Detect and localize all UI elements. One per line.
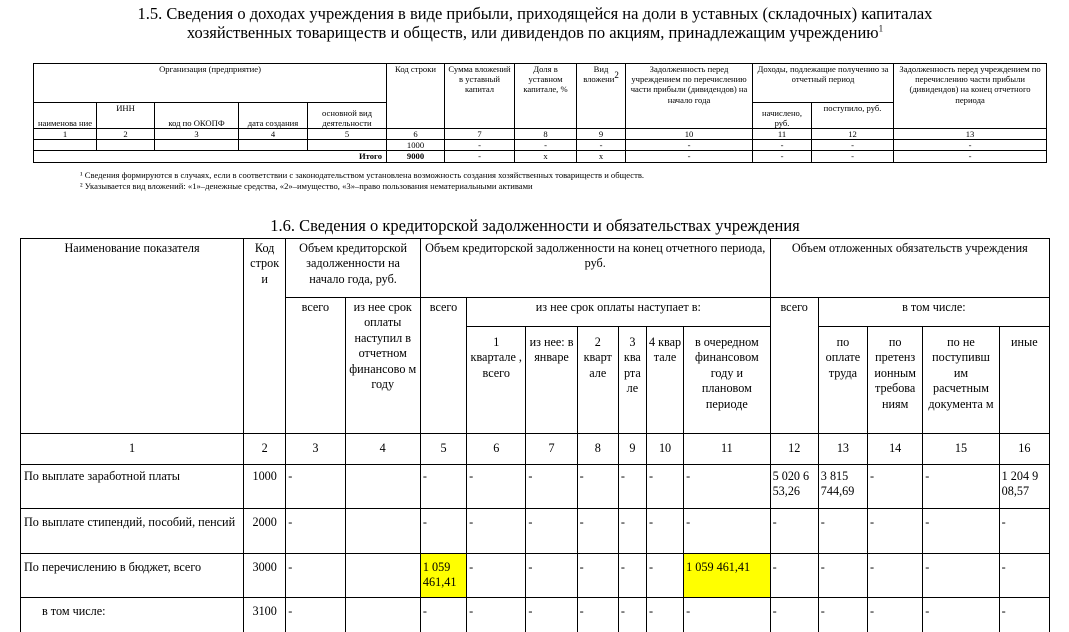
total-label: Итого [34, 151, 387, 162]
cell: - [618, 554, 646, 598]
cell: - [618, 465, 646, 509]
row-name: По перечислению в бюджет, всего [21, 554, 244, 598]
q2-header: 2 кварт але [577, 327, 618, 434]
footnote-1: ¹ Сведения формируются в случаях, если в соответствии с законодательством установлена возможность создания хозяйственных товариществ и обществ. [80, 170, 645, 180]
start-header: Объем кредиторской задолженности на начало года, руб. [286, 239, 421, 298]
cell [345, 598, 420, 632]
col-number: 12 [812, 129, 894, 140]
table-row [21, 465, 1050, 509]
cell: - [770, 509, 818, 554]
cell-kind: - [577, 140, 626, 151]
cell: - [868, 509, 923, 554]
col-number: 8 [577, 434, 618, 465]
cell: - [467, 598, 526, 632]
end-total-header: всего [420, 298, 466, 434]
row-name: По выплате заработной платы [21, 465, 244, 509]
org-header: Организация (предприятие) [34, 64, 387, 103]
col-number: 2 [97, 129, 155, 140]
cell: 5 020 6 53,26 [770, 465, 818, 509]
col-number: 7 [445, 129, 515, 140]
col-number: 7 [526, 434, 577, 465]
col-number: 4 [345, 434, 420, 465]
col-number: 11 [753, 129, 812, 140]
col-number: 15 [923, 434, 999, 465]
total-row [34, 151, 1047, 162]
cell: - [923, 554, 999, 598]
col-number: 13 [818, 434, 867, 465]
cell-sum: - [445, 140, 515, 151]
cell: - [467, 554, 526, 598]
cell: - [526, 465, 577, 509]
cell: - [923, 465, 999, 509]
code-header: Код строки [387, 64, 445, 129]
end-header: Объем кредиторской задолженности на конец отчетного периода, руб. [420, 239, 770, 298]
section-1-5-title-line1: 1.5. Сведения о доходах учреждения в виде прибыли, приходящейся на доли в уставных (складочных) капиталах [137, 4, 933, 23]
section-1-5-title [20, 4, 1050, 42]
col-number: 13 [894, 129, 1047, 140]
cell: - [286, 465, 345, 509]
col-number: 1 [21, 434, 244, 465]
cell: - [868, 554, 923, 598]
cell: - [618, 598, 646, 632]
cell: - [684, 509, 770, 554]
footnote-2: ² Указывается вид вложений: «1»–денежные средства, «2»–имущество, «3»–право пользования нематериальными активами [80, 181, 533, 191]
column-numbers-row [34, 129, 1047, 140]
start-overdue-header: из нее срок оплаты наступил в отчетном финансово м году [345, 298, 420, 434]
cell-debt-end: - [894, 140, 1047, 151]
col-number: 3 [155, 129, 239, 140]
header-row-1 [21, 239, 1050, 298]
okopf-header: код по ОКОПФ [155, 103, 239, 129]
row-name: в том числе: [21, 598, 244, 632]
code-header: Код строк и [244, 239, 286, 434]
col-number: 8 [515, 129, 577, 140]
col-number: 5 [308, 129, 387, 140]
deferred-header: Объем отложенных обязательств учреждения [770, 239, 1049, 298]
cell: - [467, 509, 526, 554]
cell: - [770, 598, 818, 632]
sum-header: Сумма вложений в уставный капитал [445, 64, 515, 129]
activity-header: основной вид деятельности [308, 103, 387, 129]
col-number: 3 [286, 434, 345, 465]
cell-debt-start: - [626, 140, 753, 151]
col-number: 1 [34, 129, 97, 140]
table-row [21, 554, 1050, 598]
cell-share: - [515, 140, 577, 151]
total-sum: - [445, 151, 515, 162]
deferred-total-header: всего [770, 298, 818, 434]
cell: - [999, 598, 1049, 632]
cell: 1 204 9 08,57 [999, 465, 1049, 509]
name-header: наименова ние [34, 103, 97, 129]
total-debt-end: - [894, 151, 1047, 162]
row-code: 3100 [244, 598, 286, 632]
cell: - [646, 598, 683, 632]
cell: - [526, 509, 577, 554]
section-1-5-title-line2: хозяйственных товариществ и обществ, или дивидендов по акциям, принадлежащим учреждению [186, 23, 879, 42]
payables-table [20, 238, 1050, 632]
cell: - [420, 598, 466, 632]
indicator-header: Наименование показателя [21, 239, 244, 434]
cell [345, 509, 420, 554]
cell-accrued: - [753, 140, 812, 151]
cell: - [286, 554, 345, 598]
table-row [34, 140, 1047, 151]
claims-header: по претенз ионным требова ниям [868, 327, 923, 434]
total-kind: x [577, 151, 626, 162]
cell-received: - [812, 140, 894, 151]
section-1-6-title: 1.6. Сведения о кредиторской задолженности и обязательствах учреждения [270, 216, 800, 235]
cell: - [999, 509, 1049, 554]
cell: - [868, 598, 923, 632]
cell: - [818, 509, 867, 554]
total-share: x [515, 151, 577, 162]
cell: - [618, 509, 646, 554]
cell: - [770, 554, 818, 598]
cell: - [467, 465, 526, 509]
col-number: 2 [244, 434, 286, 465]
cell: - [646, 509, 683, 554]
accrued-header: начислено, руб. [753, 103, 812, 129]
kind-header: Вид вложени2 [577, 64, 626, 129]
q1-header: 1 квартале , всего [467, 327, 526, 434]
total-code: 9000 [387, 151, 445, 162]
table-row [21, 509, 1050, 554]
cell: - [577, 554, 618, 598]
footnote-ref-1: 1 [878, 23, 884, 34]
cell: - [526, 598, 577, 632]
share-header: Доля в уставном капитале, % [515, 64, 577, 129]
cell: - [684, 465, 770, 509]
incl-header: в том числе: [818, 298, 1049, 327]
cell: - [286, 598, 345, 632]
highlighted-cell: 1 059 461,41 [420, 554, 466, 598]
header-row-1 [34, 64, 1047, 103]
docs-header: по не поступивш им расчетным документа м [923, 327, 999, 434]
row-code: 3000 [244, 554, 286, 598]
col-number: 5 [420, 434, 466, 465]
col-number: 11 [684, 434, 770, 465]
row-code: 2000 [244, 509, 286, 554]
col-number: 16 [999, 434, 1049, 465]
cell: - [818, 554, 867, 598]
debt-end-header: Задолженность перед учреждением по перечислению части прибыли (дивидендов) на конец отчетного периода [894, 64, 1047, 129]
other-header: иные [999, 327, 1049, 434]
due-in-header: из нее срок оплаты наступает в: [467, 298, 770, 327]
dividends-table [33, 63, 1047, 163]
cell: - [577, 598, 618, 632]
footnote-ref-2: 2 [614, 70, 619, 81]
cell: - [286, 509, 345, 554]
cell: - [868, 465, 923, 509]
jan-header: из нее: в январе [526, 327, 577, 434]
cell [345, 554, 420, 598]
col-number: 6 [387, 129, 445, 140]
income-header: Доходы, подлежащие получению за отчетный период [753, 64, 894, 103]
col-number: 14 [868, 434, 923, 465]
total-accrued: - [753, 151, 812, 162]
cell: - [577, 465, 618, 509]
column-numbers-row [21, 434, 1050, 465]
cell: - [420, 509, 466, 554]
cell: - [577, 509, 618, 554]
cell: - [923, 598, 999, 632]
pay-header: по оплате труда [818, 327, 867, 434]
col-number: 9 [618, 434, 646, 465]
col-number: 4 [239, 129, 308, 140]
cell [345, 465, 420, 509]
cell: - [923, 509, 999, 554]
cell: - [684, 598, 770, 632]
q4-header: 4 квар тале [646, 327, 683, 434]
date-header: дата создания [239, 103, 308, 129]
next-year-header: в очередном финансовом году и плановом периоде [684, 327, 770, 434]
col-number: 12 [770, 434, 818, 465]
debt-start-header: Задолженность перед учреждением по перечислению части прибыли (дивидендов) на начало года [626, 64, 753, 129]
cell: - [526, 554, 577, 598]
cell: - [420, 465, 466, 509]
row-code: 1000 [387, 140, 445, 151]
col-number: 6 [467, 434, 526, 465]
row-code: 1000 [244, 465, 286, 509]
total-received: - [812, 151, 894, 162]
row-name: По выплате стипендий, пособий, пенсий [21, 509, 244, 554]
inn-header: ИНН [97, 103, 155, 129]
cell: - [999, 554, 1049, 598]
start-total-header: всего [286, 298, 345, 434]
table-row [21, 598, 1050, 632]
col-number: 9 [577, 129, 626, 140]
cell: - [646, 554, 683, 598]
received-header: поступило, руб. [812, 103, 894, 129]
total-debt-start: - [626, 151, 753, 162]
highlighted-cell: 1 059 461,41 [684, 554, 770, 598]
cell: - [646, 465, 683, 509]
col-number: 10 [646, 434, 683, 465]
cell: 3 815 744,69 [818, 465, 867, 509]
col-number: 10 [626, 129, 753, 140]
cell: - [818, 598, 867, 632]
q3-header: 3 ква рта ле [618, 327, 646, 434]
